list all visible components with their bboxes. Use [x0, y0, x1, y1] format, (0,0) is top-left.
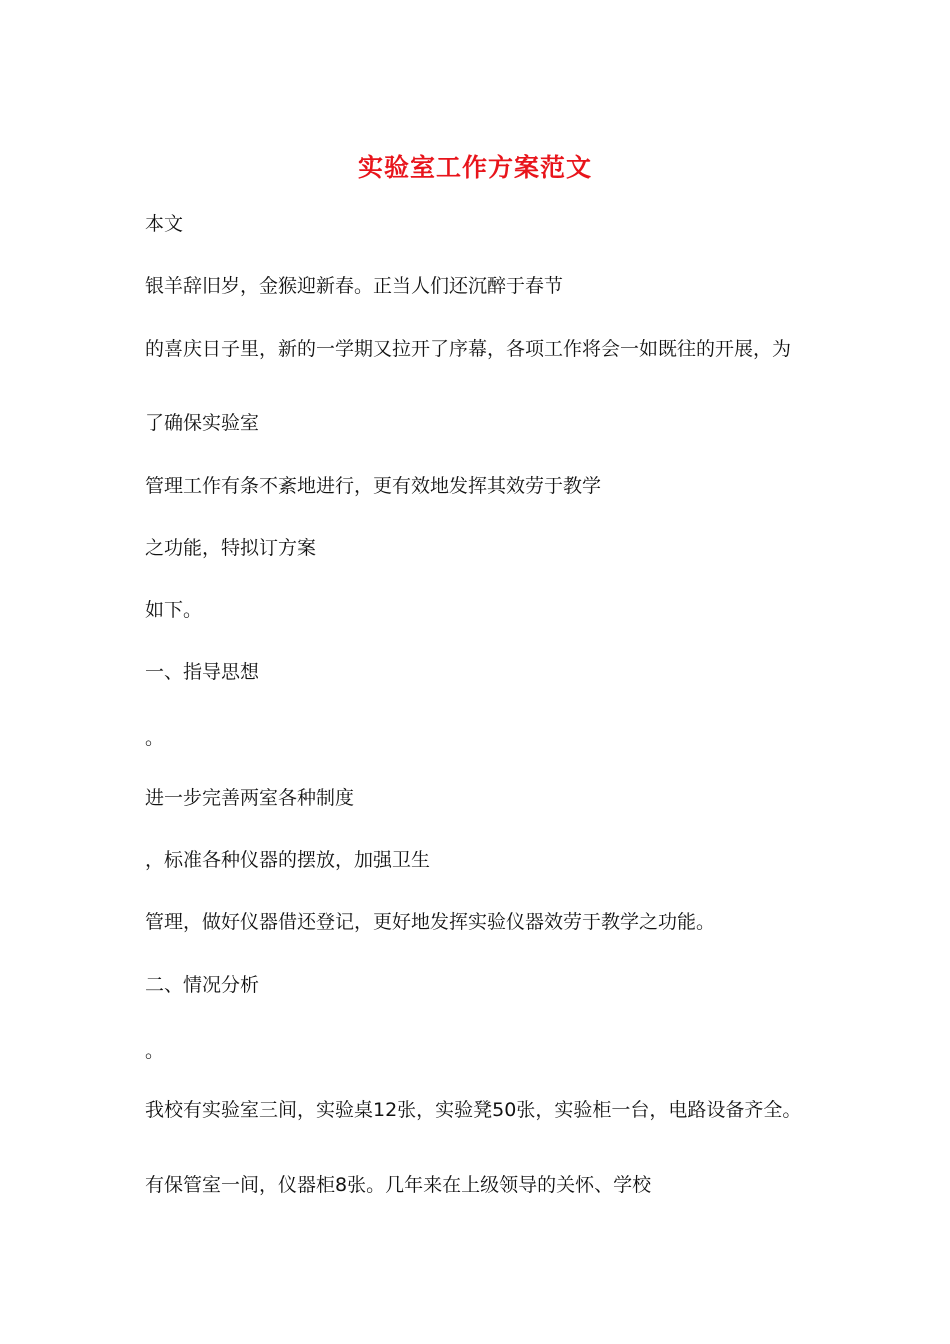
text-line: 本文: [145, 213, 184, 235]
text-line: 。: [145, 727, 165, 749]
text-line: 有保管室一间，仪器柜8张。几年来在上级领导的关怀、学校: [145, 1174, 652, 1196]
section-heading: 二、情况分析: [145, 974, 260, 996]
text-line: 之功能，特拟订方案: [145, 537, 317, 559]
section-heading: 一、指导思想: [145, 661, 260, 683]
text-line: 如下。: [145, 599, 203, 621]
text-line: 的喜庆日子里，新的一学期又拉开了序幕，各项工作将会一如既往的开展，为: [145, 338, 792, 360]
text-line: 管理，做好仪器借还登记，更好地发挥实验仪器效劳于教学之功能。: [145, 911, 716, 933]
document-title: 实验室工作方案范文: [357, 153, 592, 182]
text-line: 。: [145, 1040, 165, 1062]
text-line: 进一步完善两室各种制度: [145, 787, 355, 809]
text-line: ，标准各种仪器的摆放，加强卫生: [145, 849, 431, 871]
text-line: 了确保实验室: [145, 412, 260, 434]
text-line: 银羊辞旧岁，金猴迎新春。正当人们还沉醉于春节: [145, 275, 564, 297]
text-line: 我校有实验室三间，实验桌12张，实验凳50张，实验柜一台，电路设备齐全。: [145, 1099, 802, 1121]
text-line: 管理工作有条不紊地进行，更有效地发挥其效劳于教学: [145, 475, 602, 497]
